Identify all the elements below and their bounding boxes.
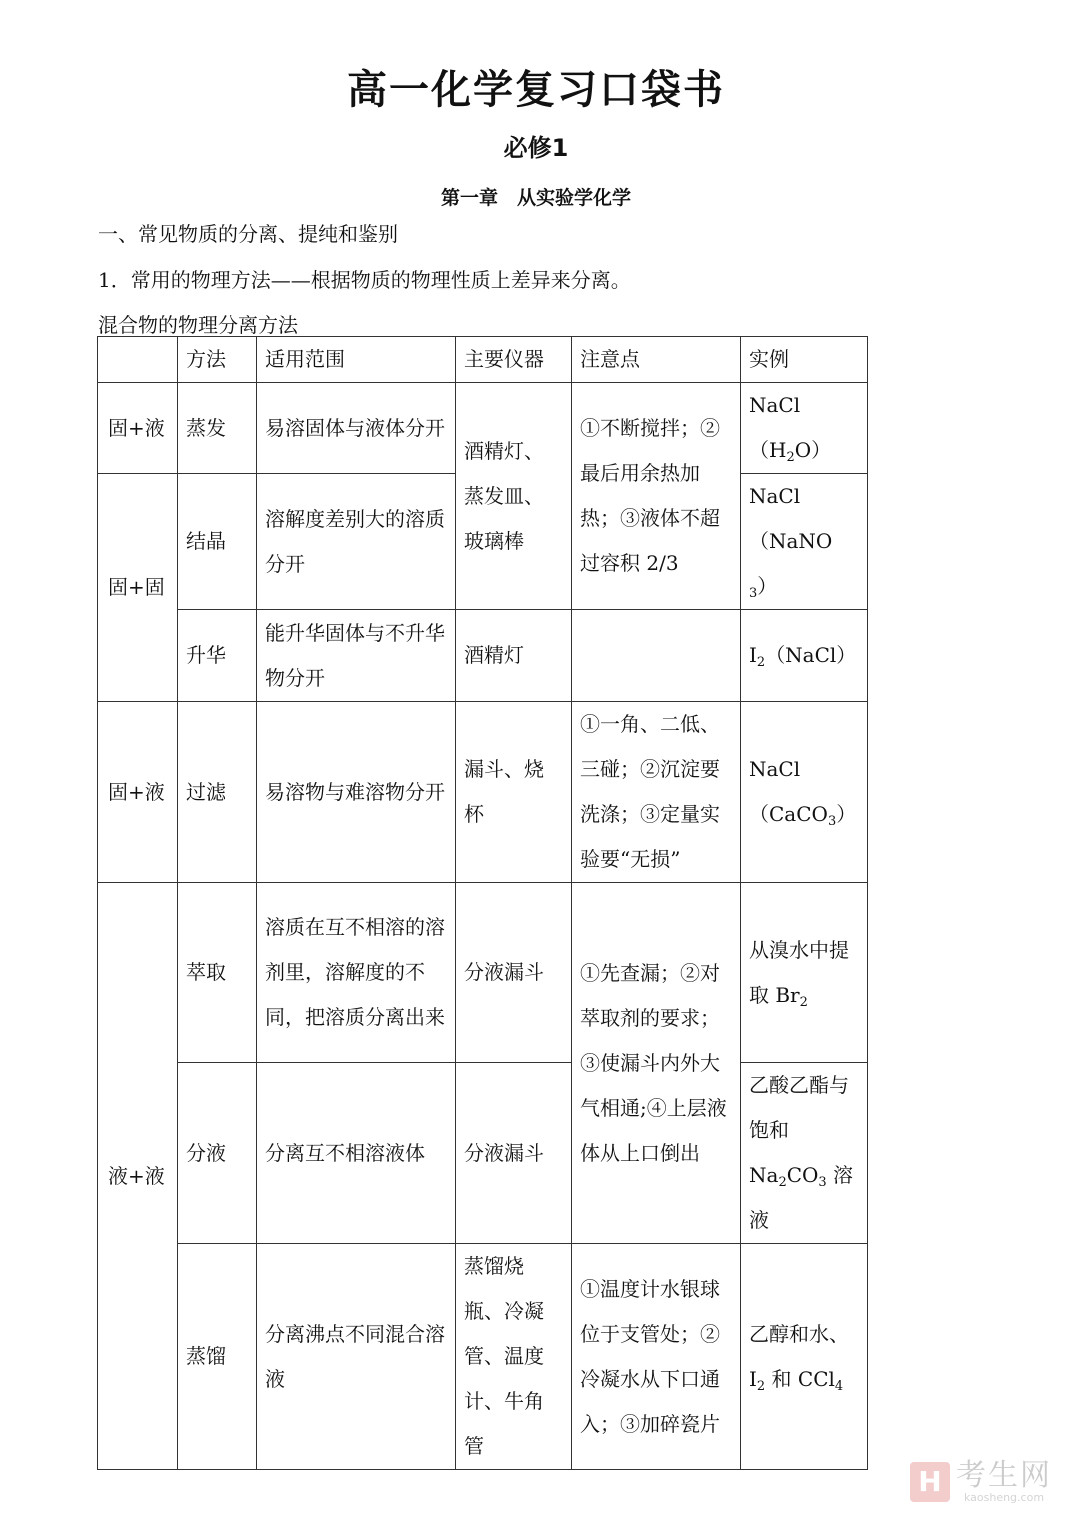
example-cell — [741, 1244, 868, 1470]
subscript: 2 — [778, 1175, 787, 1190]
table-row — [98, 702, 868, 883]
example-cell — [741, 610, 868, 702]
example-text: 和 CCl — [765, 1366, 835, 1391]
example-text: 乙醇和水、 — [749, 1321, 849, 1346]
header-cell-example: 实例 — [741, 337, 868, 383]
section-heading: 一、常见物质的分离、提纯和鉴别 — [98, 222, 398, 246]
table-caption: 混合物的物理分离方法 — [98, 313, 298, 337]
scope-cell: 分离互不相溶液体 — [257, 1063, 456, 1244]
instrument-cell: 分液漏斗 — [456, 883, 572, 1063]
subscript: 2 — [756, 1378, 766, 1394]
table-row — [98, 883, 868, 1063]
instrument-cell: 酒精灯、蒸发皿、玻璃棒 — [456, 383, 572, 610]
table-row — [98, 1244, 868, 1470]
example-text: Na — [749, 1163, 779, 1187]
document-title: 高一化学复习口袋书 — [347, 67, 725, 113]
notes-cell: ①温度计水银球位于支管处；②冷凝水从下口通入；③加碎瓷片 — [572, 1244, 741, 1470]
example-text: （CaCO — [749, 802, 828, 826]
notes-cell: ①先查漏；②对萃取剂的要求；③使漏斗内外大气相通;④上层液体从上口倒出 — [572, 883, 741, 1244]
example-text: NaCl — [749, 393, 801, 417]
header-cell-mixture — [98, 337, 178, 383]
example-text: ） — [757, 574, 778, 598]
example-text: NaCl — [749, 484, 801, 508]
scope-cell: 易溶物与难溶物分开 — [257, 702, 456, 883]
example-cell — [741, 383, 868, 474]
scope-cell: 溶质在互不相溶的溶剂里，溶解度的不同，把溶质分离出来 — [257, 883, 456, 1063]
example-cell — [741, 702, 868, 883]
example-text: （H — [749, 438, 787, 462]
header-cell-method: 方法 — [178, 337, 257, 383]
mixture-type-cell: 固+固 — [98, 474, 178, 702]
method-cell: 萃取 — [178, 883, 257, 1063]
example-cell — [741, 474, 868, 610]
scope-cell: 能升华固体与不升华物分开 — [257, 610, 456, 702]
document-subtitle: 必修1 — [503, 134, 569, 162]
chapter-heading: 第一章 从实验学化学 — [440, 187, 631, 209]
example-cell — [741, 883, 868, 1063]
header-cell-instrument: 主要仪器 — [456, 337, 572, 383]
subscript: 4 — [834, 1378, 844, 1394]
method-cell: 蒸发 — [178, 383, 257, 474]
watermark-text — [956, 1460, 1052, 1504]
example-text: （NaCl） — [765, 643, 857, 667]
mixture-type-cell: 固+液 — [98, 383, 178, 474]
example-text: 溶液 — [749, 1163, 854, 1232]
notes-cell: ①一角、二低、三碰；②沉淀要洗涤；③定量实验要“无损” — [572, 702, 741, 883]
header-cell-scope: 适用范围 — [257, 337, 456, 383]
example-text: 从溴水中提取 Br — [749, 937, 849, 1007]
table-row — [98, 610, 868, 702]
instrument-cell: 蒸馏烧瓶、冷凝管、温度计、牛角管 — [456, 1244, 572, 1470]
table-header-row — [98, 337, 868, 383]
notes-cell: ①不断搅拌；②最后用余热加热；③液体不超过容积 2/3 — [572, 383, 741, 610]
example-text: I — [749, 1366, 757, 1391]
table-row — [98, 383, 868, 474]
subscript: 3 — [749, 586, 758, 601]
watermark-url: kaosheng.com — [963, 1491, 1045, 1504]
example-text: CO — [786, 1163, 819, 1187]
table-row — [98, 1063, 868, 1244]
example-text: （NaNO — [749, 529, 833, 553]
subscript: 3 — [827, 814, 837, 829]
subscript: 2 — [756, 655, 766, 670]
separation-methods-table — [97, 336, 868, 1470]
instrument-cell: 漏斗、烧杯 — [456, 702, 572, 883]
example-cell — [741, 1063, 868, 1244]
example-text: 乙酸乙酯与饱和 — [749, 1073, 849, 1142]
kaosheng-logo-icon: H — [910, 1462, 950, 1502]
method-cell: 蒸馏 — [178, 1244, 257, 1470]
scope-cell: 溶解度差别大的溶质分开 — [257, 474, 456, 610]
instrument-cell: 酒精灯 — [456, 610, 572, 702]
scope-cell: 易溶固体与液体分开 — [257, 383, 456, 474]
notes-cell — [572, 610, 741, 702]
example-text: O） — [794, 438, 832, 462]
instrument-cell: 分液漏斗 — [456, 1063, 572, 1244]
mixture-type-cell: 固+液 — [98, 702, 178, 883]
subscript: 2 — [799, 994, 808, 1010]
mixture-type-cell: 液+液 — [98, 883, 178, 1470]
subscript: 2 — [786, 450, 795, 465]
watermark-name: 考生网 — [956, 1458, 1052, 1493]
watermark — [910, 1460, 1052, 1504]
point-paragraph: 1．常用的物理方法——根据物质的物理性质上差异来分离。 — [98, 268, 631, 292]
method-cell: 升华 — [178, 610, 257, 702]
method-cell: 分液 — [178, 1063, 257, 1244]
scope-cell: 分离沸点不同混合溶液 — [257, 1244, 456, 1470]
subscript: 3 — [818, 1175, 827, 1190]
header-cell-notes: 注意点 — [572, 337, 741, 383]
example-text: NaCl — [749, 757, 801, 781]
method-cell: 结晶 — [178, 474, 257, 610]
example-text: ） — [836, 802, 857, 826]
method-cell: 过滤 — [178, 702, 257, 883]
example-text: I — [749, 643, 757, 667]
